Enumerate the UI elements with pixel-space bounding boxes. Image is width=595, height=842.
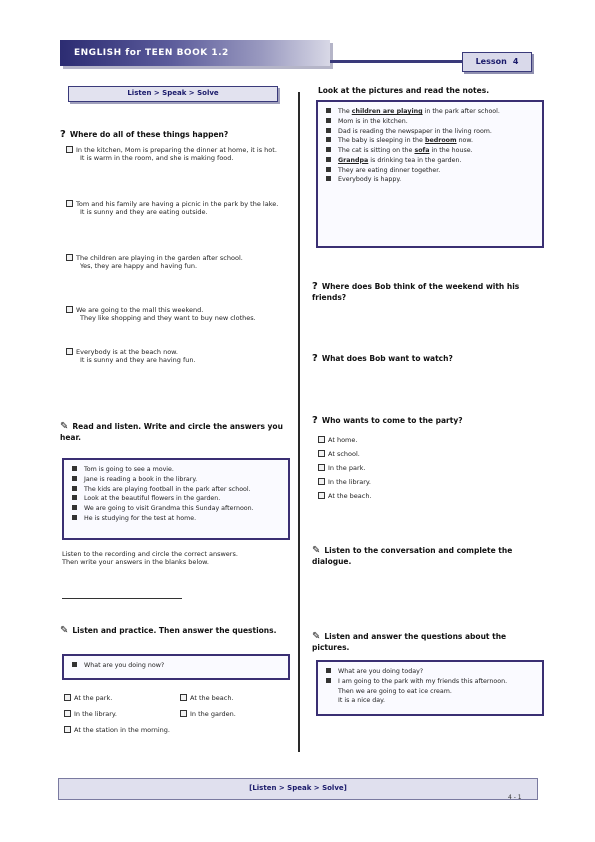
bullet-icon	[326, 108, 331, 113]
option-item: At home.	[318, 436, 357, 445]
notes-row: Everybody is happy.	[326, 175, 534, 185]
bullet-icon	[72, 476, 77, 481]
question-mark-icon: ?	[312, 281, 318, 292]
checkbox[interactable]	[318, 436, 325, 443]
notes-box	[316, 100, 544, 248]
notes-row: The cat is sitting on the sofa in the house.	[326, 146, 534, 156]
dialogue-box	[316, 660, 544, 716]
footer-bar	[58, 778, 538, 800]
option-item: In the park.	[318, 464, 365, 473]
question-8-heading: ✎ Listen to the conversation and complete the dialogue.	[312, 545, 513, 566]
notes-row: Grandpa is drinking tea in the garden.	[326, 156, 534, 166]
dialogue-row: Then we are going to eat ice cream.	[338, 687, 452, 695]
bullet-icon	[326, 678, 331, 683]
checkbox[interactable]	[64, 694, 71, 701]
bullet-icon	[326, 176, 331, 181]
bullet-icon	[72, 495, 77, 500]
exercise-row: Jane is reading a book in the library.	[72, 475, 280, 485]
notes-row: The baby is sleeping in the bedroom now.	[326, 136, 534, 146]
question-5-heading: ? Where does Bob think of the weekend with his friends?	[312, 281, 520, 302]
pencil-icon: ✎	[60, 421, 69, 432]
question-1-heading: ? Where do all of these things happen?	[60, 129, 229, 140]
question-4-heading: Look at the pictures and read the notes.	[318, 86, 490, 95]
bullet-icon	[72, 505, 77, 510]
pencil-icon: ✎	[312, 631, 321, 642]
dialogue-row: What are you doing today?	[326, 667, 534, 677]
dialogue-row: It is a nice day.	[338, 697, 385, 705]
bullet-icon	[326, 137, 331, 142]
exercise-row: He is studying for the test at home.	[72, 514, 280, 524]
question-3-heading: ✎ Listen and practice. Then answer the questions.	[60, 625, 277, 636]
bullet-icon	[72, 486, 77, 491]
header-rule	[330, 60, 480, 63]
pencil-icon: ✎	[312, 545, 321, 556]
option-item: At the beach.	[318, 492, 372, 501]
exercise-row: Tom is going to see a movie.	[72, 465, 280, 475]
question-2-heading: ✎ Read and listen. Write and circle the answers you hear.	[60, 421, 283, 442]
bullet-icon	[326, 167, 331, 172]
question-9-heading: ✎ Listen and answer the questions about the pictures.	[312, 631, 507, 652]
exercise-row: We are going to visit Grandma this Sunday afternoon.	[72, 504, 280, 514]
prompt-row: What are you doing now?	[72, 661, 280, 671]
bullet-icon	[326, 157, 331, 162]
list-item: The children are playing in the garden after school. Yes, they are happy and having fun.	[66, 254, 288, 271]
column-divider	[298, 92, 300, 752]
notes-row: They are eating dinner together.	[326, 166, 534, 176]
header-title: ENGLISH for TEEN BOOK 1.2	[74, 47, 229, 58]
checkbox[interactable]	[64, 726, 71, 733]
option-item: In the library.	[64, 710, 117, 719]
checkbox[interactable]	[318, 450, 325, 457]
checkbox[interactable]	[180, 694, 187, 701]
list-item: In the kitchen, Mom is preparing the dinner at home, it is hot. It is warm in the room, and she is making food.	[66, 146, 288, 163]
breadcrumb-text: Listen > Speak > Solve	[127, 89, 219, 98]
question-mark-icon: ?	[312, 353, 318, 364]
checkbox[interactable]	[180, 710, 187, 717]
bullet-icon	[72, 515, 77, 520]
exercise-box	[62, 458, 290, 540]
pencil-icon: ✎	[60, 625, 69, 636]
prompt-box	[62, 654, 290, 680]
list-item: Everybody is at the beach now. It is sunny and they are having fun.	[66, 348, 288, 365]
question-mark-icon: ?	[312, 415, 318, 426]
exercise-row: Look at the beautiful flowers in the garden.	[72, 494, 280, 504]
bullet-icon	[326, 118, 331, 123]
lesson-label: Lesson	[475, 56, 507, 66]
notes-row: Dad is reading the newspaper in the living room.	[326, 127, 534, 137]
checkbox[interactable]	[318, 464, 325, 471]
checkbox[interactable]	[66, 306, 73, 313]
list-item: We are going to the mall this weekend. They like shopping and they want to buy new clothes.	[66, 306, 288, 323]
page-number: 4 - 1	[508, 794, 522, 801]
breadcrumb	[68, 86, 278, 102]
checkbox[interactable]	[318, 492, 325, 499]
dialogue-row: I am going to the park with my friends this afternoon.	[326, 677, 534, 687]
header-banner	[60, 40, 330, 66]
bullet-icon	[326, 128, 331, 133]
exercise-row: The kids are playing football in the park after school.	[72, 485, 280, 495]
option-item: At the park.	[64, 694, 112, 703]
option-item: At the beach.	[180, 694, 234, 703]
answer-line[interactable]	[62, 598, 182, 599]
checkbox[interactable]	[318, 478, 325, 485]
checkbox[interactable]	[66, 200, 73, 207]
checkbox[interactable]	[66, 348, 73, 355]
list-item: Tom and his family are having a picnic in the park by the lake. It is sunny and they are eating outside.	[66, 200, 288, 217]
question-mark-icon: ?	[60, 129, 66, 140]
option-item: In the library.	[318, 478, 371, 487]
notes-row: The children are playing in the park after school.	[326, 107, 534, 117]
option-item: In the garden.	[180, 710, 236, 719]
bullet-icon	[326, 147, 331, 152]
checkbox[interactable]	[66, 254, 73, 261]
bullet-icon	[72, 466, 77, 471]
bullet-icon	[72, 662, 77, 667]
bullet-icon	[326, 668, 331, 673]
notes-row: Mom is in the kitchen.	[326, 117, 534, 127]
option-item: At school.	[318, 450, 360, 459]
lesson-number: 4	[512, 56, 519, 66]
checkbox[interactable]	[64, 710, 71, 717]
footer-text: [Listen > Speak > Solve]	[249, 784, 347, 793]
lesson-badge	[462, 52, 532, 72]
checkbox[interactable]	[66, 146, 73, 153]
question-7-heading: ? Who wants to come to the party?	[312, 415, 463, 426]
question-6-heading: ? What does Bob want to watch?	[312, 353, 453, 364]
instruction-note: Listen to the recording and circle the correct answers. Then write your answers in the blanks below.	[62, 550, 238, 567]
option-item: At the station in the morning.	[64, 726, 170, 735]
